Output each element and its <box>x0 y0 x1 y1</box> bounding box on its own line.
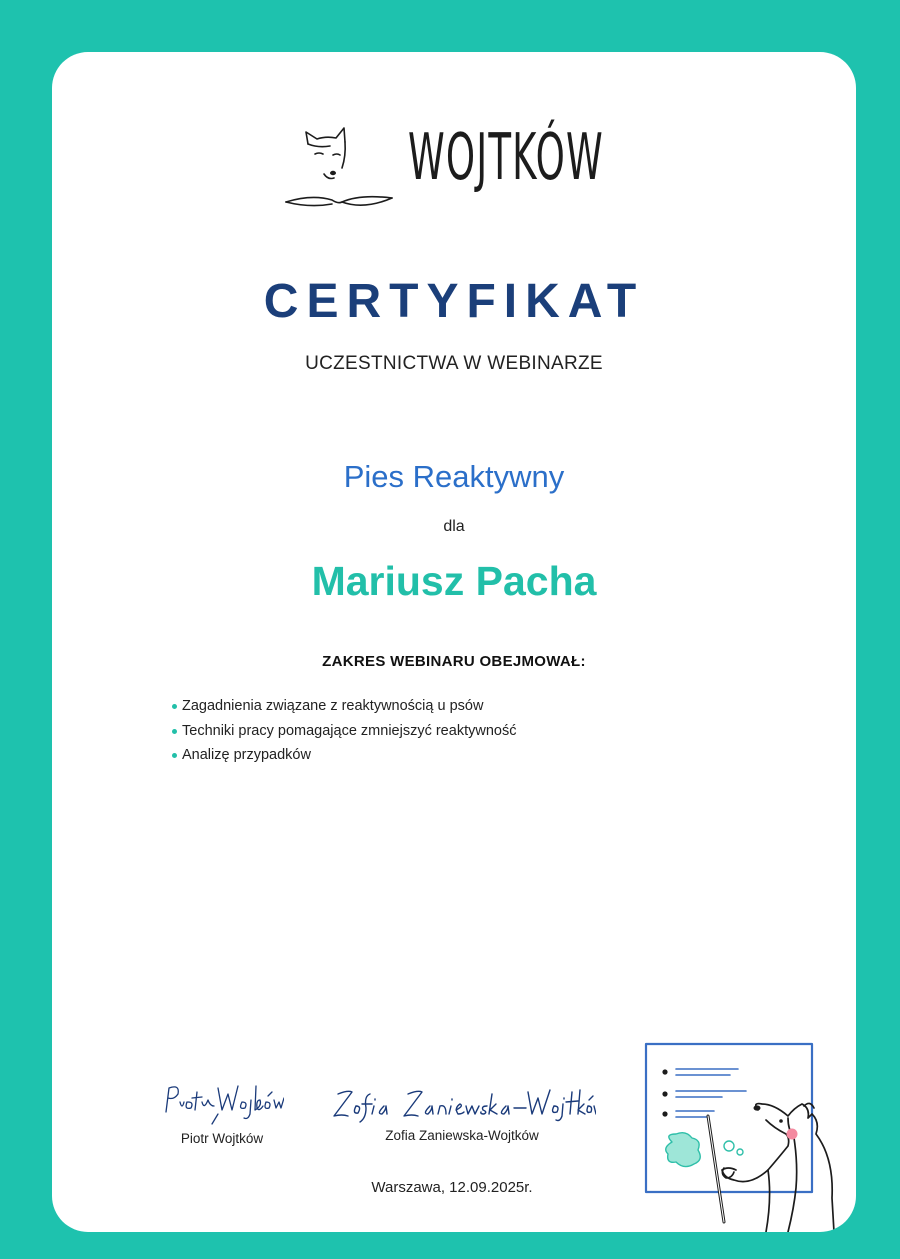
certificate-title: CERTYFIKAT <box>263 275 645 328</box>
list-item-text: Techniki pracy pomagające zmniejszyć reaktywność <box>182 722 517 739</box>
place-and-date: Warszawa, 12.09.2025r. <box>371 1179 533 1196</box>
list-item-text: Analizę przypadków <box>182 747 311 763</box>
for-label: dla <box>443 518 465 535</box>
signature-zofia <box>330 1084 596 1124</box>
list-item-text: Zagadnienia związane z reaktywnością u psów <box>182 698 484 714</box>
signature-piotr <box>160 1080 284 1126</box>
scope-heading: ZAKRES WEBINARU OBEJMOWAŁ: <box>322 653 586 670</box>
list-item <box>170 719 516 744</box>
signature-name-zofia: Zofia Zaniewska-Wojtków <box>385 1128 539 1143</box>
certificate-card <box>52 52 856 1232</box>
certificate-subtitle: UCZESTNICTWA W WEBINARZE <box>305 353 603 374</box>
bullet-icon <box>172 753 177 758</box>
bullet-icon <box>172 729 177 734</box>
list-item <box>170 743 516 768</box>
webinar-name: Pies Reaktywny <box>343 459 565 494</box>
logo <box>284 121 644 216</box>
signature-name-piotr: Piotr Wojtków <box>180 1131 264 1146</box>
bullet-icon <box>172 704 177 709</box>
recipient-name: Mariusz Pacha <box>311 558 597 604</box>
brand-name: WOJTKÓW <box>408 121 604 195</box>
dog-reading-book-icon <box>284 124 402 216</box>
dog-pointing-at-whiteboard-icon <box>638 1038 848 1232</box>
list-item <box>170 694 516 719</box>
scope-list <box>170 694 516 768</box>
